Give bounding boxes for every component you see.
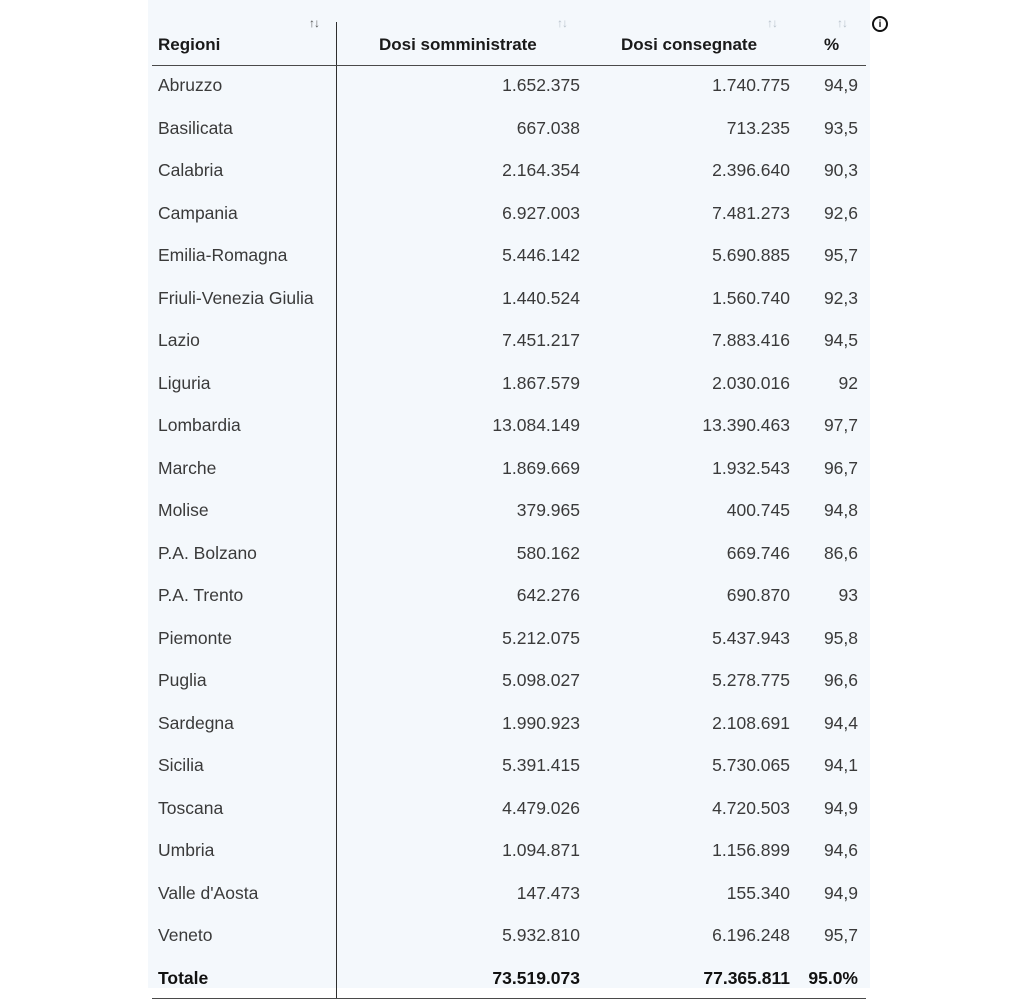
cell-regione: Sardegna <box>158 712 234 733</box>
cell-percent: 95,7 <box>823 245 858 265</box>
table-row <box>152 830 866 872</box>
cell-dosi-somministrate: 4.479.026 <box>502 797 580 818</box>
cell-regione: Totale <box>158 967 209 988</box>
cell-percent: 94,4 <box>823 712 858 733</box>
cell-percent: 93 <box>838 585 858 605</box>
cell-dosi-consegnate: 5.278.775 <box>712 670 790 690</box>
cell-dosi-consegnate: 1.156.899 <box>712 840 790 860</box>
cell-dosi-consegnate: 2.396.640 <box>712 160 790 180</box>
cell-dosi-somministrate: 5.391.415 <box>502 755 580 775</box>
cell-regione: Veneto <box>158 925 213 945</box>
cell-dosi-consegnate: 5.730.065 <box>712 755 790 775</box>
cell-dosi-consegnate: 7.883.416 <box>712 330 790 350</box>
header-dosi-somministrate[interactable]: Dosi somministrate <box>379 35 537 54</box>
table-row <box>152 193 866 235</box>
cell-dosi-somministrate: 6.927.003 <box>502 202 580 223</box>
cell-percent: 94,6 <box>823 840 858 860</box>
cell-dosi-consegnate: 2.108.691 <box>712 712 790 733</box>
cell-dosi-consegnate: 669.746 <box>726 542 790 563</box>
table-row <box>152 490 866 532</box>
cell-percent: 94,1 <box>823 755 858 775</box>
table-row <box>152 745 866 787</box>
cell-dosi-somministrate: 5.446.142 <box>502 245 580 265</box>
table-row <box>152 575 866 617</box>
cell-dosi-consegnate: 690.870 <box>726 585 790 605</box>
header-regioni[interactable]: Regioni <box>158 35 221 54</box>
cell-dosi-somministrate: 1.440.524 <box>502 287 580 308</box>
cell-regione: Toscana <box>158 797 224 818</box>
cell-percent: 96,7 <box>823 457 858 478</box>
cell-dosi-consegnate: 4.720.503 <box>712 797 790 818</box>
table-row <box>152 660 866 702</box>
cell-dosi-somministrate: 1.990.923 <box>502 712 580 733</box>
cell-percent: 95,8 <box>823 627 858 648</box>
table-row <box>152 448 866 490</box>
cell-dosi-consegnate: 400.745 <box>726 500 790 520</box>
cell-regione: Piemonte <box>158 627 232 648</box>
cell-dosi-somministrate: 5.932.810 <box>502 925 580 945</box>
cell-dosi-somministrate: 73.519.073 <box>492 967 580 988</box>
cell-dosi-somministrate: 642.276 <box>516 585 580 605</box>
sort-consegnate-icon[interactable]: ↑↓ <box>767 16 777 30</box>
cell-dosi-somministrate: 379.965 <box>516 500 580 520</box>
info-icon[interactable]: i <box>872 16 888 32</box>
table-row <box>152 618 866 660</box>
cell-percent: 93,5 <box>823 117 858 138</box>
cell-regione: Abruzzo <box>158 75 223 95</box>
cell-dosi-somministrate: 7.451.217 <box>502 330 580 350</box>
cell-dosi-somministrate: 667.038 <box>516 117 580 138</box>
sort-pct-icon[interactable]: ↑↓ <box>837 16 847 30</box>
total-row <box>152 958 866 1000</box>
cell-dosi-somministrate: 580.162 <box>516 542 580 563</box>
table-row <box>152 235 866 277</box>
cell-dosi-somministrate: 1.869.669 <box>502 457 580 478</box>
table-row <box>152 788 866 830</box>
cell-dosi-somministrate: 5.212.075 <box>502 627 580 648</box>
header-dosi-consegnate[interactable]: Dosi consegnate <box>621 35 758 54</box>
cell-percent: 92,6 <box>823 202 858 223</box>
table-row <box>152 873 866 915</box>
cell-percent: 92,3 <box>823 287 858 308</box>
cell-regione: Molise <box>158 500 209 520</box>
cell-regione: Campania <box>158 202 238 223</box>
cell-dosi-somministrate: 13.084.149 <box>492 415 580 435</box>
cell-percent: 95,7 <box>823 925 858 945</box>
table-row <box>152 150 866 192</box>
cell-percent: 90,3 <box>823 160 858 180</box>
cell-dosi-consegnate: 155.340 <box>726 882 790 903</box>
cell-dosi-consegnate: 713.235 <box>726 117 790 138</box>
cell-dosi-consegnate: 5.437.943 <box>712 627 790 648</box>
cell-dosi-somministrate: 1.094.871 <box>502 840 580 860</box>
cell-percent: 94,9 <box>823 882 858 903</box>
table-row <box>152 405 866 447</box>
cell-dosi-somministrate: 1.867.579 <box>502 372 580 393</box>
cell-dosi-consegnate: 1.932.543 <box>712 457 790 478</box>
cell-percent: 94,5 <box>823 330 858 350</box>
sort-regioni-icon[interactable]: ↑↓ <box>309 16 319 30</box>
table-row <box>152 533 866 575</box>
cell-dosi-consegnate: 1.740.775 <box>712 75 790 95</box>
table-row <box>152 915 866 957</box>
sort-somministrate-icon[interactable]: ↑↓ <box>557 16 567 30</box>
cell-regione: Sicilia <box>158 755 204 775</box>
cell-percent: 97,7 <box>823 415 858 435</box>
cell-regione: Basilicata <box>158 117 233 138</box>
cell-regione: Friuli-Venezia Giulia <box>158 287 314 308</box>
cell-regione: Umbria <box>158 840 215 860</box>
table-row <box>152 363 866 405</box>
cell-regione: Lombardia <box>158 415 241 435</box>
cell-dosi-somministrate: 5.098.027 <box>502 670 580 690</box>
cell-regione: Puglia <box>158 670 207 690</box>
cell-regione: Lazio <box>158 330 200 350</box>
table-row <box>152 703 866 745</box>
cell-regione: Marche <box>158 457 217 478</box>
cell-dosi-consegnate: 2.030.016 <box>712 372 790 393</box>
cell-dosi-somministrate: 1.652.375 <box>502 75 580 95</box>
cell-percent: 92 <box>838 372 858 393</box>
cell-percent: 94,9 <box>823 75 858 95</box>
cell-regione: Emilia-Romagna <box>158 245 288 265</box>
cell-regione: P.A. Bolzano <box>158 542 257 563</box>
table-row <box>152 320 866 362</box>
table-row <box>152 108 866 150</box>
cell-dosi-consegnate: 77.365.811 <box>703 967 790 988</box>
cell-dosi-consegnate: 5.690.885 <box>712 245 790 265</box>
cell-percent: 95.0% <box>808 967 858 988</box>
cell-regione: Liguria <box>158 372 211 393</box>
cell-dosi-somministrate: 147.473 <box>516 882 580 903</box>
cell-percent: 94,8 <box>823 500 858 520</box>
table-row <box>152 65 866 107</box>
cell-dosi-consegnate: 6.196.248 <box>712 925 790 945</box>
cell-regione: Calabria <box>158 160 224 180</box>
cell-dosi-consegnate: 7.481.273 <box>712 202 790 223</box>
header-percent[interactable]: % <box>824 35 840 54</box>
cell-dosi-consegnate: 13.390.463 <box>702 415 790 435</box>
cell-regione: Valle d'Aosta <box>158 882 259 903</box>
cell-regione: P.A. Trento <box>158 585 244 605</box>
table-row <box>152 278 866 320</box>
cell-percent: 86,6 <box>823 542 858 563</box>
cell-dosi-somministrate: 2.164.354 <box>502 160 580 180</box>
cell-percent: 96,6 <box>823 670 858 690</box>
cell-percent: 94,9 <box>823 797 858 818</box>
cell-dosi-consegnate: 1.560.740 <box>712 287 790 308</box>
